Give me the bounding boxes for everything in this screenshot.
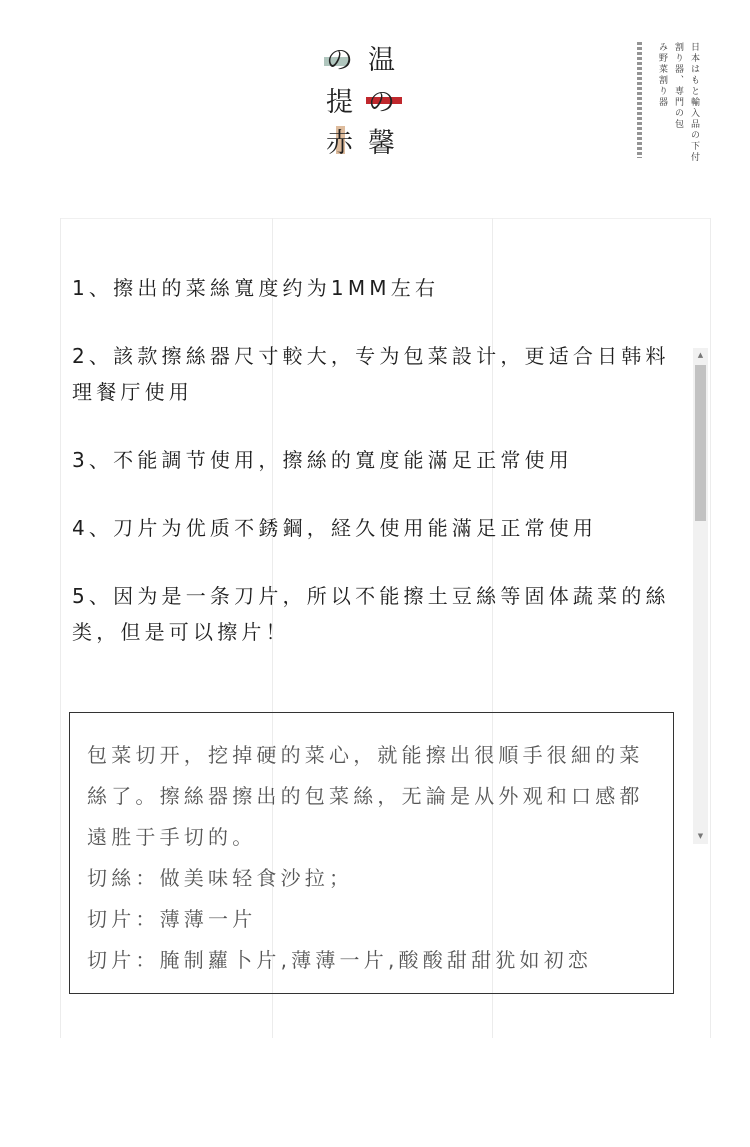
brand-logo: [320, 40, 410, 165]
scrollbar-thumb[interactable]: [695, 365, 706, 521]
logo-char: の: [368, 87, 395, 118]
feature-item: 1、擦出的菜絲寬度约为1MM左右: [72, 276, 440, 300]
header-vertical-text: 割り器、専門の包: [673, 42, 683, 130]
usage-note-paragraph: 包菜切开，挖掉硬的菜心，就能擦出很順手很細的菜絲了。擦絲器擦出的包菜絲，无論是从外观和口感都遠胜于手切的。: [87, 743, 644, 849]
logo-char: 温: [368, 45, 395, 76]
scroll-down-icon[interactable]: ▼: [697, 832, 704, 840]
usage-note-line: 切片：薄薄一片: [87, 907, 257, 931]
logo-char: 馨: [368, 128, 395, 159]
logo-char: 提: [326, 87, 353, 118]
feature-item: 2、該款擦絲器尺寸較大，专为包菜設计，更适合日韩料理餐厅使用: [72, 344, 670, 404]
feature-item: 4、刀片为优质不銹鋼，経久使用能滿足正常使用: [72, 516, 598, 540]
logo-char: の: [326, 45, 353, 76]
header-vertical-text: 日本はもと輸入品の下付: [689, 42, 699, 163]
header-vertical-text: み野菜割り器: [657, 42, 667, 108]
usage-note-line: 切絲：做美味轻食沙拉；: [87, 866, 354, 890]
logo-char: 赤: [326, 128, 353, 159]
usage-note-line: 切片：腌制蘿卜片,薄薄一片,酸酸甜甜犹如初恋: [87, 948, 593, 972]
feature-item: 3、不能調节使用，擦絲的寬度能滿足正常使用: [72, 448, 573, 472]
usage-note-box: [69, 712, 674, 994]
scrollbar[interactable]: [693, 348, 708, 844]
scroll-up-icon[interactable]: ▲: [697, 351, 704, 359]
feature-list: [72, 270, 672, 682]
feature-item: 5、因为是一条刀片，所以不能擦土豆絲等固体蔬菜的絲类，但是可以擦片！: [72, 584, 670, 644]
grid-line: [60, 218, 61, 1038]
header-fine-print: [637, 42, 642, 158]
grid-line: [710, 218, 711, 1038]
grid-line-top: [60, 218, 710, 219]
